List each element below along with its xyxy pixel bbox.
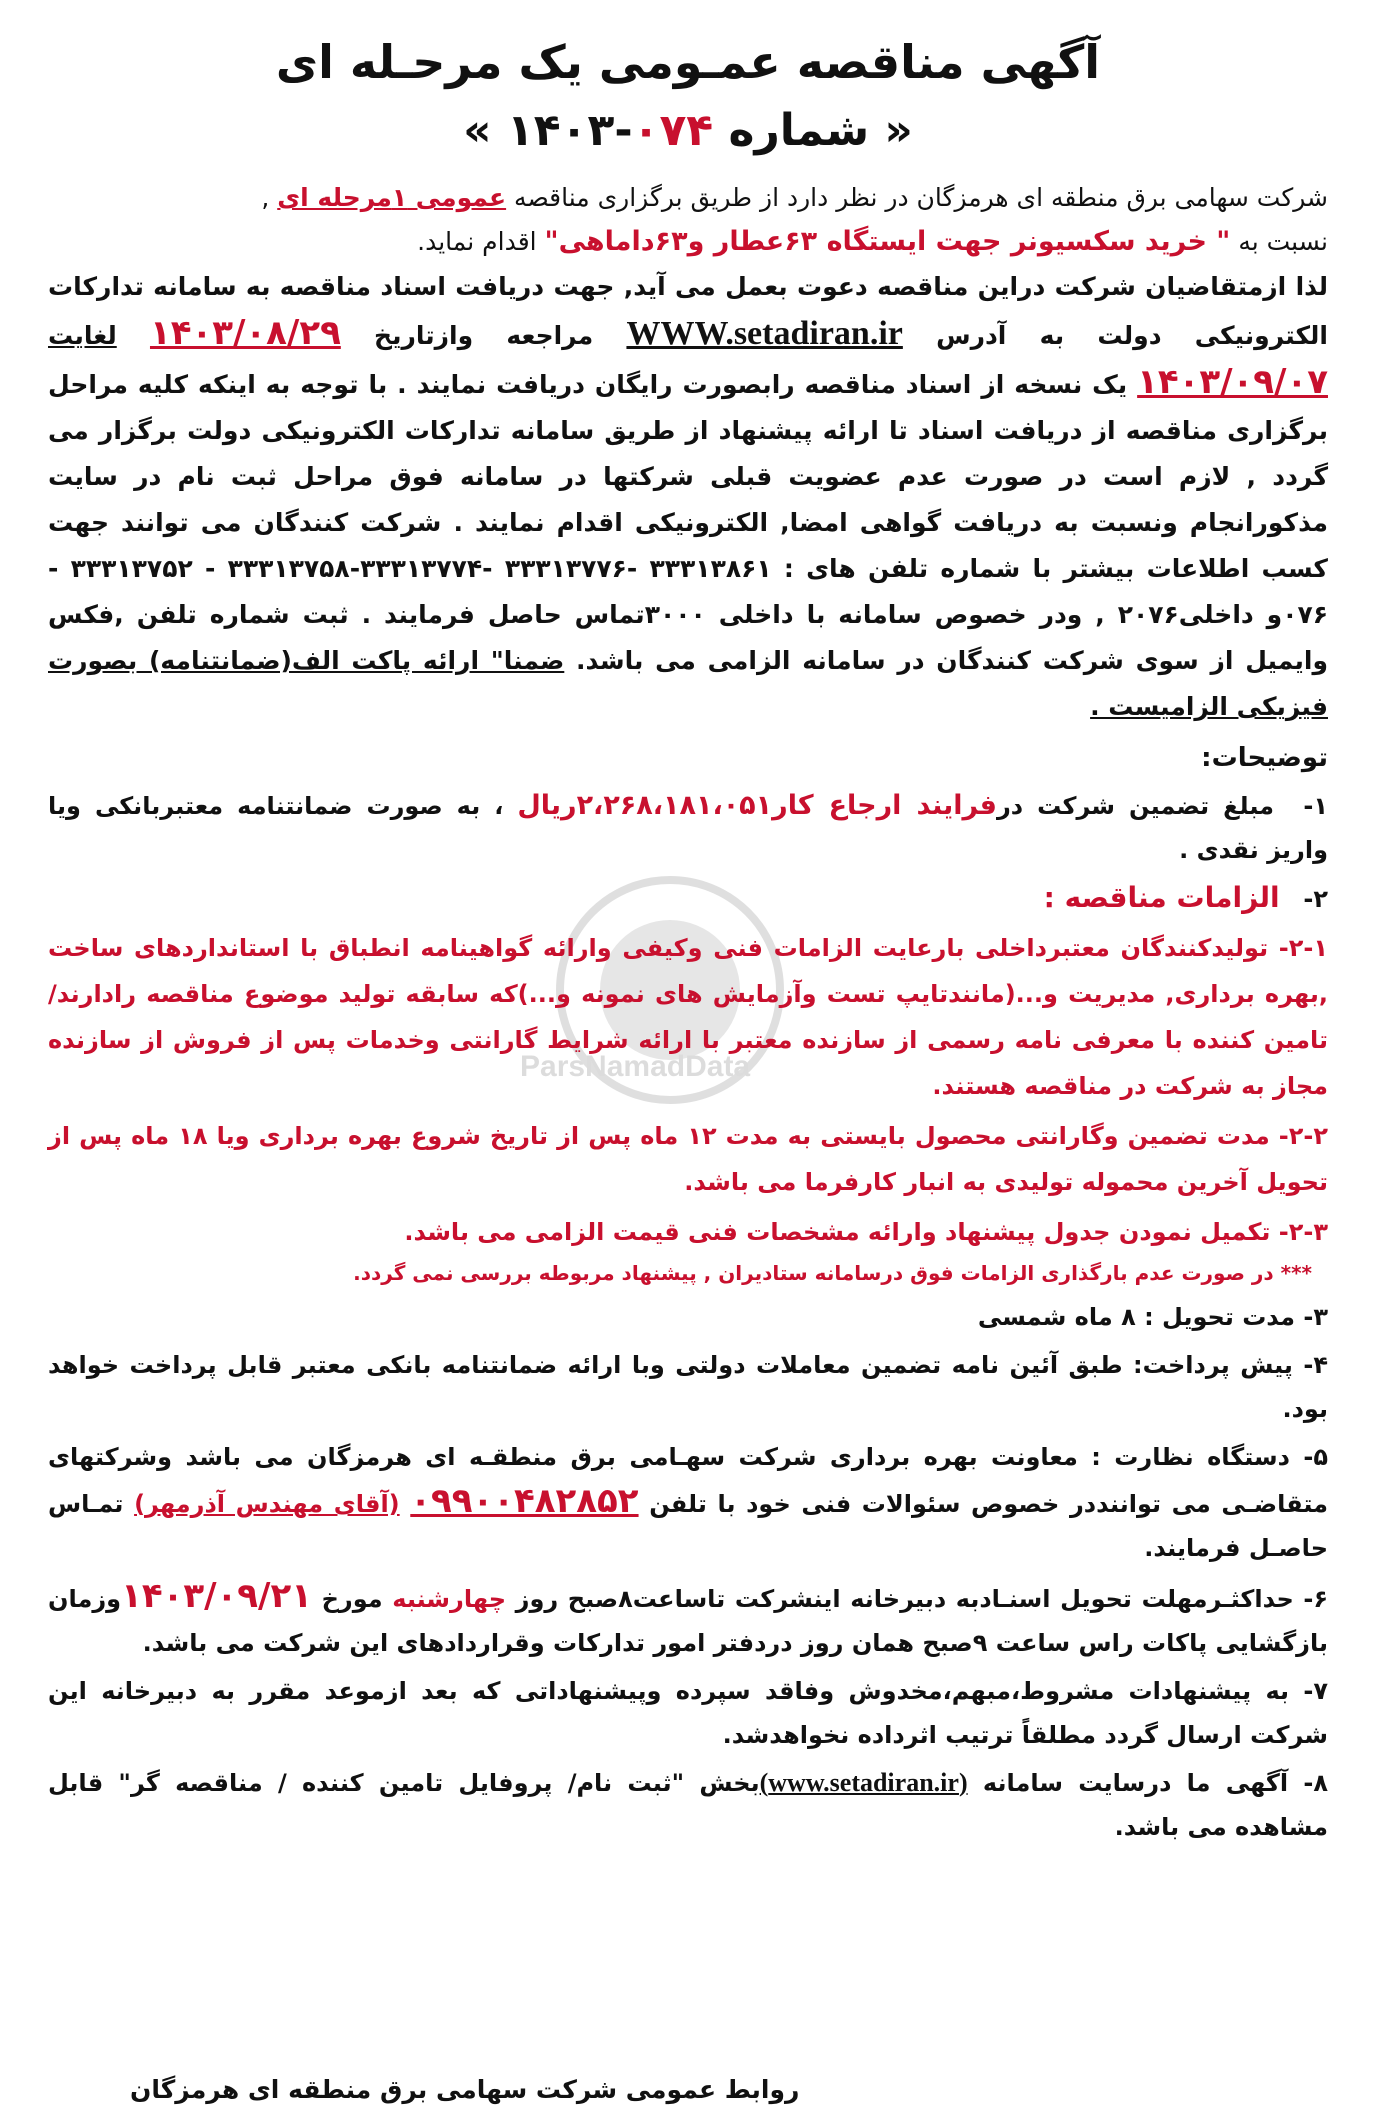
main-paragraph: لذا ازمتقاضیان شرکت دراین مناقصه دعوت بعمل می آید, جهت دریافت اسناد مناقصه به سامانه تدارکات الکترونیکی دولت به آدرس WWW.setadiran.ir مراجعه وازتاریخ ۱۴۰۳/۰۸/۲۹ لغایت ۱۴۰۳/۰۹/۰۷ یک نسخه از اسناد مناقصه رابصورت رایگان دریافت نمایند . با توجه به اینکه کلیه مراحل برگزاری مناقصه از دریافت اسناد تا ارائه پیشنهاد از طریق سامانه تدارکات الکترونیکی دولت برگزار می گردد , لازم است در صورت عدم عضویت قبلی شرکتها در سامانه فوق مراحل ثبت نام در سایت مذکورانجام ونسبت به دریافت گواهی امضا, الکترونیکی اقدام نمایند . شرکت کنندگان می توانند جهت کسب اطلاعات بیشتر با شماره تلفن های : ۳۳۳۱۳۸۶۱ -۳۳۳۱۳۷۷۶ -۳۳۳۱۳۷۷۴-۳۳۳۱۳۷۵۸ - ۳۳۳۱۳۷۵۲ - ۰۷۶و داخلی۲۰۷۶ , ودر خصوص سامانه با داخلی ۳۰۰۰تماس حاصل فرمایند . ثبت شماره تلفن ,فکس وایمیل از سوی شرکت کنندگان در سامانه الزامی می باشد. ضمنا" ارائه پاکت الف(ضمانتنامه) بصورت فیزیکی الزامیست . (48, 272, 1328, 721)
notes-heading: توضیحات: (1201, 743, 1328, 773)
warning-note: *** در صورت عدم بارگذاری الزامات فوق درسامانه ستادیران , پیشنهاد مربوطه بررسی نمی گردد. (353, 1261, 1312, 1285)
contact-person: (آقای مهندس آذرمهر) (134, 1490, 400, 1518)
item-4: ۴- پیش پرداخت: طبق آئین نامه تضمین معاملات دولتی وبا ارائه ضمانتنامه بانکی معتبر قابل پرداخت خواهد بود. (48, 1351, 1328, 1423)
deadline-date: ۱۴۰۳/۰۹/۲۱ (121, 1576, 312, 1616)
item-6: ۶- حداکثـرمهلت تحویل اسنـادبه دبیرخانه اینشرکت تاساعت۸صبح روز چهارشنبه مورخ ۱۴۰۳/۰۹/۲۱وزمان بازگشایی پاکات راس ساعت ۹صبح همان روز دردفتر امور تدارکات وقراردادهای این شرکت می باشد. (48, 1576, 1329, 1657)
item-2: ۲- الزامات مناقصه : (1043, 881, 1328, 914)
date-to: ۱۴۰۳/۰۹/۰۷ (1137, 362, 1328, 402)
requirement-2: ۲-۲- مدت تضمین وگارانتی محصول بایستی به مدت ۱۲ ماه پس از تاریخ شروع بهره برداری ویا ۱۸ ماه پس از تحویل آخرین محموله تولیدی به انبار کارفرما می باشد. (48, 1122, 1328, 1196)
notice (48, 30, 1328, 1849)
setadiran-link[interactable]: WWW.setadiran.ir (626, 315, 903, 352)
requirement-3: ۲-۳- تکمیل نمودن جدول پیشنهاد وارائه مشخصات فنی قیمت الزامی می باشد. (404, 1218, 1328, 1246)
date-from: ۱۴۰۳/۰۸/۲۹ (149, 313, 341, 353)
contact-phone: ۰۹۹۰۰۴۸۲۸۵۲ (410, 1481, 639, 1521)
item-1: ۱- مبلغ تضمین شرکت درفرایند ارجاع کار۲،۲۶۸،۱۸۱،۰۵۱ریال ، به صورت ضمانتنامه معتبربانکی ویا واریز نقدی . (48, 790, 1328, 864)
item-7: ۷- به پیشنهادات مشروط،مبهم،مخدوش وفاقد سپرده وپیشنهاداتی که بعد ازموعد مقرر به دبیرخانه این شرکت ارسال گردد مطلقاً ترتیب اثرداده نخواهدشد. (48, 1677, 1328, 1749)
item-3: ۳- مدت تحویل : ۸ ماه شمسی (977, 1303, 1328, 1331)
requirement-1: ۲-۱- تولیدکنندگان معتبرداخلی بارعایت الزامات فنی وکیفی وارائه گواهینامه انطباق با استانداردهای ساخت ,بهره برداری, مدیریت و...(مانندتایپ تست وآزمایش های نمونه و...)که سابقه تولید موضوع مناقصه رادارند/تامین کننده با معرفی نامه رسمی از سازنده معتبر با ارائه شرایط گارانتی وخدمات پس از فروش از سازنده مجاز به شرکت در مناقصه هستند. (48, 934, 1328, 1100)
setadiran-link-2[interactable]: (www.setadiran.ir) (759, 1768, 968, 1797)
item-5: ۵- دستگاه نظارت : معاونت بهره برداری شرکت سهـامی برق منطقـه ای هرمزگان می باشد وشرکتهای متقاضـی می تواننددر خصوص سئوالات فنی خود با تلفن ۰۹۹۰۰۴۸۲۸۵۲ (آقای مهندس آذرمهر) تمـاس حاصـل فرمایند. (48, 1443, 1329, 1562)
notice-title: آگهی مناقصه عمـومی یک مرحـله ای (275, 35, 1101, 89)
notice-number: « شماره ۰۷۴-۱۴۰۳ » (463, 105, 913, 156)
item-8: ۸- آگهی ما درسایت سامانه (www.setadiran.ir)بخش "ثبت نام/ پروفایل تامین کننده / مناقصه گر" قابل مشاهده می باشد. (48, 1768, 1329, 1841)
intro-line-2: نسبت به " خرید سکسیونر جهت ایستگاه ۶۳عطار و۶۳داماهی" اقدام نماید. (417, 226, 1328, 257)
intro-line-1: شرکت سهامی برق منطقه ای هرمزگان در نظر دارد از طریق برگزاری مناقصه عمومی ۱مرحله ای , (261, 183, 1328, 212)
signature: روابط عمومی شرکت سهامی برق منطقه ای هرمزگان (130, 2075, 800, 2104)
deadline-day: چهارشنبه (392, 1585, 506, 1613)
watermark-text: ParsNamadData (520, 1050, 751, 1083)
